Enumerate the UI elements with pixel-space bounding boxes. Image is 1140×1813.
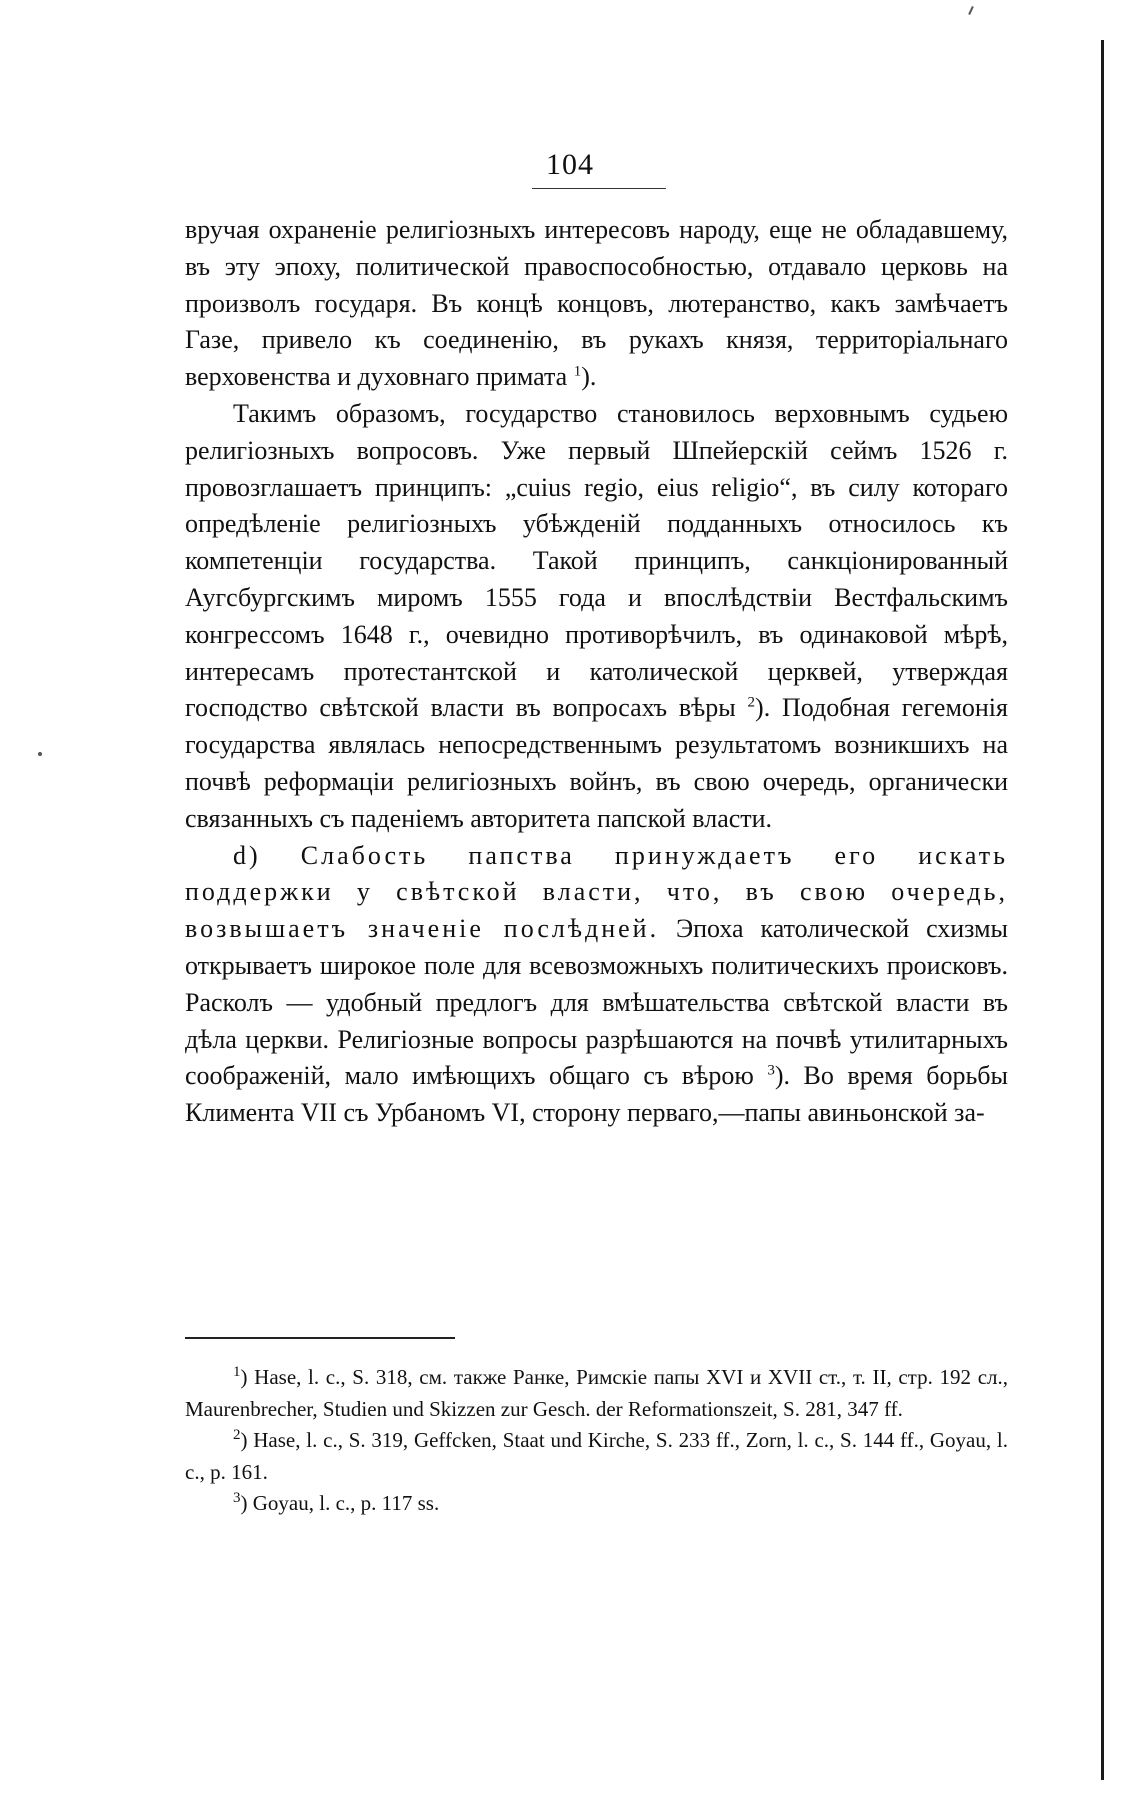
footnote-text: ) Goyau, l. c., p. 117 ss. [240,1491,440,1515]
footnote-text: ) Hase, l. c., S. 318, см. также Ранке, Римскіе папы XVI и XVII ст., т. II, стр. 192 сл., Maurenbrecher, Studien und Skizzen zur Gesch. der Reformationszeit, S. 281, 347 ff. [185,1365,1008,1421]
footnote-divider [185,1337,455,1339]
paragraph-2-text: Такимъ образомъ, государство становилось верховнымъ судьею религіозныхъ вопросовъ. Уже первый Шпейерскій сеймъ 1526 г. провозглашаетъ принципъ: „cuius regio, eius religio“, въ силу котораго опредѣленіе религіозныхъ убѣжденій подданныхъ относилось къ компетенціи государства. Такой принципъ, санкціонированный Аугсбургскимъ миромъ 1555 года и впослѣдствіи Вестфальскимъ конгрессомъ 1648 г., очевидно противорѣчилъ, въ одинаковой мѣрѣ, интересамъ протестантской и католической церквей, утверждая господство свѣтской власти въ вопросахъ вѣры [185,398,1008,723]
footnote [185,1488,1008,1520]
corner-mark [968,6,974,15]
paragraph-3 [185,838,1008,1132]
footnotes [185,1362,1008,1520]
paragraph-1 [185,212,1008,396]
footnote [185,1425,1008,1488]
paragraph-3-text: Эпоха католической схизмы открываетъ широкое поле для всевозможныхъ политическихъ происковъ. Расколъ — удобный предлогъ для вмѣшательства свѣтской власти въ дѣла церкви. Религіозные вопросы разрѣшаются на почвѣ утилитарныхъ соображеній, мало имѣющихъ общаго съ вѣрою [185,914,1009,1091]
page-number-rule [532,188,666,189]
paragraph-2 [185,396,1008,838]
margin-dot [38,752,42,756]
footnote-text: ) Hase, l. c., S. 319, Geffcken, Staat und Kirche, S. 233 ff., Zorn, l. c., S. 144 ff., Goyau, l. c., p. 161. [185,1428,1008,1484]
footnote-ref-2[interactable]: 2 [747,694,756,711]
footnote [185,1362,1008,1425]
paragraph-1-end: ). [581,362,597,392]
main-text [185,212,1008,1132]
page-edge-line [1101,40,1104,1780]
footnote-mark: 1 [233,1364,241,1380]
paragraph-3-spaced-text: d) Слабость папства принуждаетъ его искать поддержки у свѣтской власти, что, въ свою очередь, возвышаетъ значеніе послѣдней. [185,840,1008,944]
footnote-ref-3[interactable]: 3 [767,1062,775,1079]
footnote-ref-1[interactable]: 1 [573,363,582,380]
footnote-mark: 3 [233,1490,241,1506]
paragraph-3-continuation: ). Во время борьбы Климента VII съ Урбаномъ VI, сторону перваго,—папы авиньонской за- [185,1061,1009,1128]
page-number: 104 [546,148,594,181]
paragraph-2-continuation: ). Подобная гегемонія государства являлась непосредственнымъ результатомъ возникшихъ на почвѣ реформаціи религіозныхъ войнъ, въ свою очередь, органически связанныхъ съ паденіемъ авторитета папской власти. [185,693,1008,833]
paragraph-1-text: вручая охраненіе религіозныхъ интересовъ народу, еще не обладавшему, въ эту эпоху, политической правоспособностью, отдавало церковь на произволъ государя. Въ концѣ концовъ, лютеранство, какъ замѣчаетъ Газе, привело къ соединенію, въ рукахъ князя, территоріальнаго верховенства и духовнаго примата [185,215,1008,392]
footnote-mark: 2 [233,1427,241,1443]
